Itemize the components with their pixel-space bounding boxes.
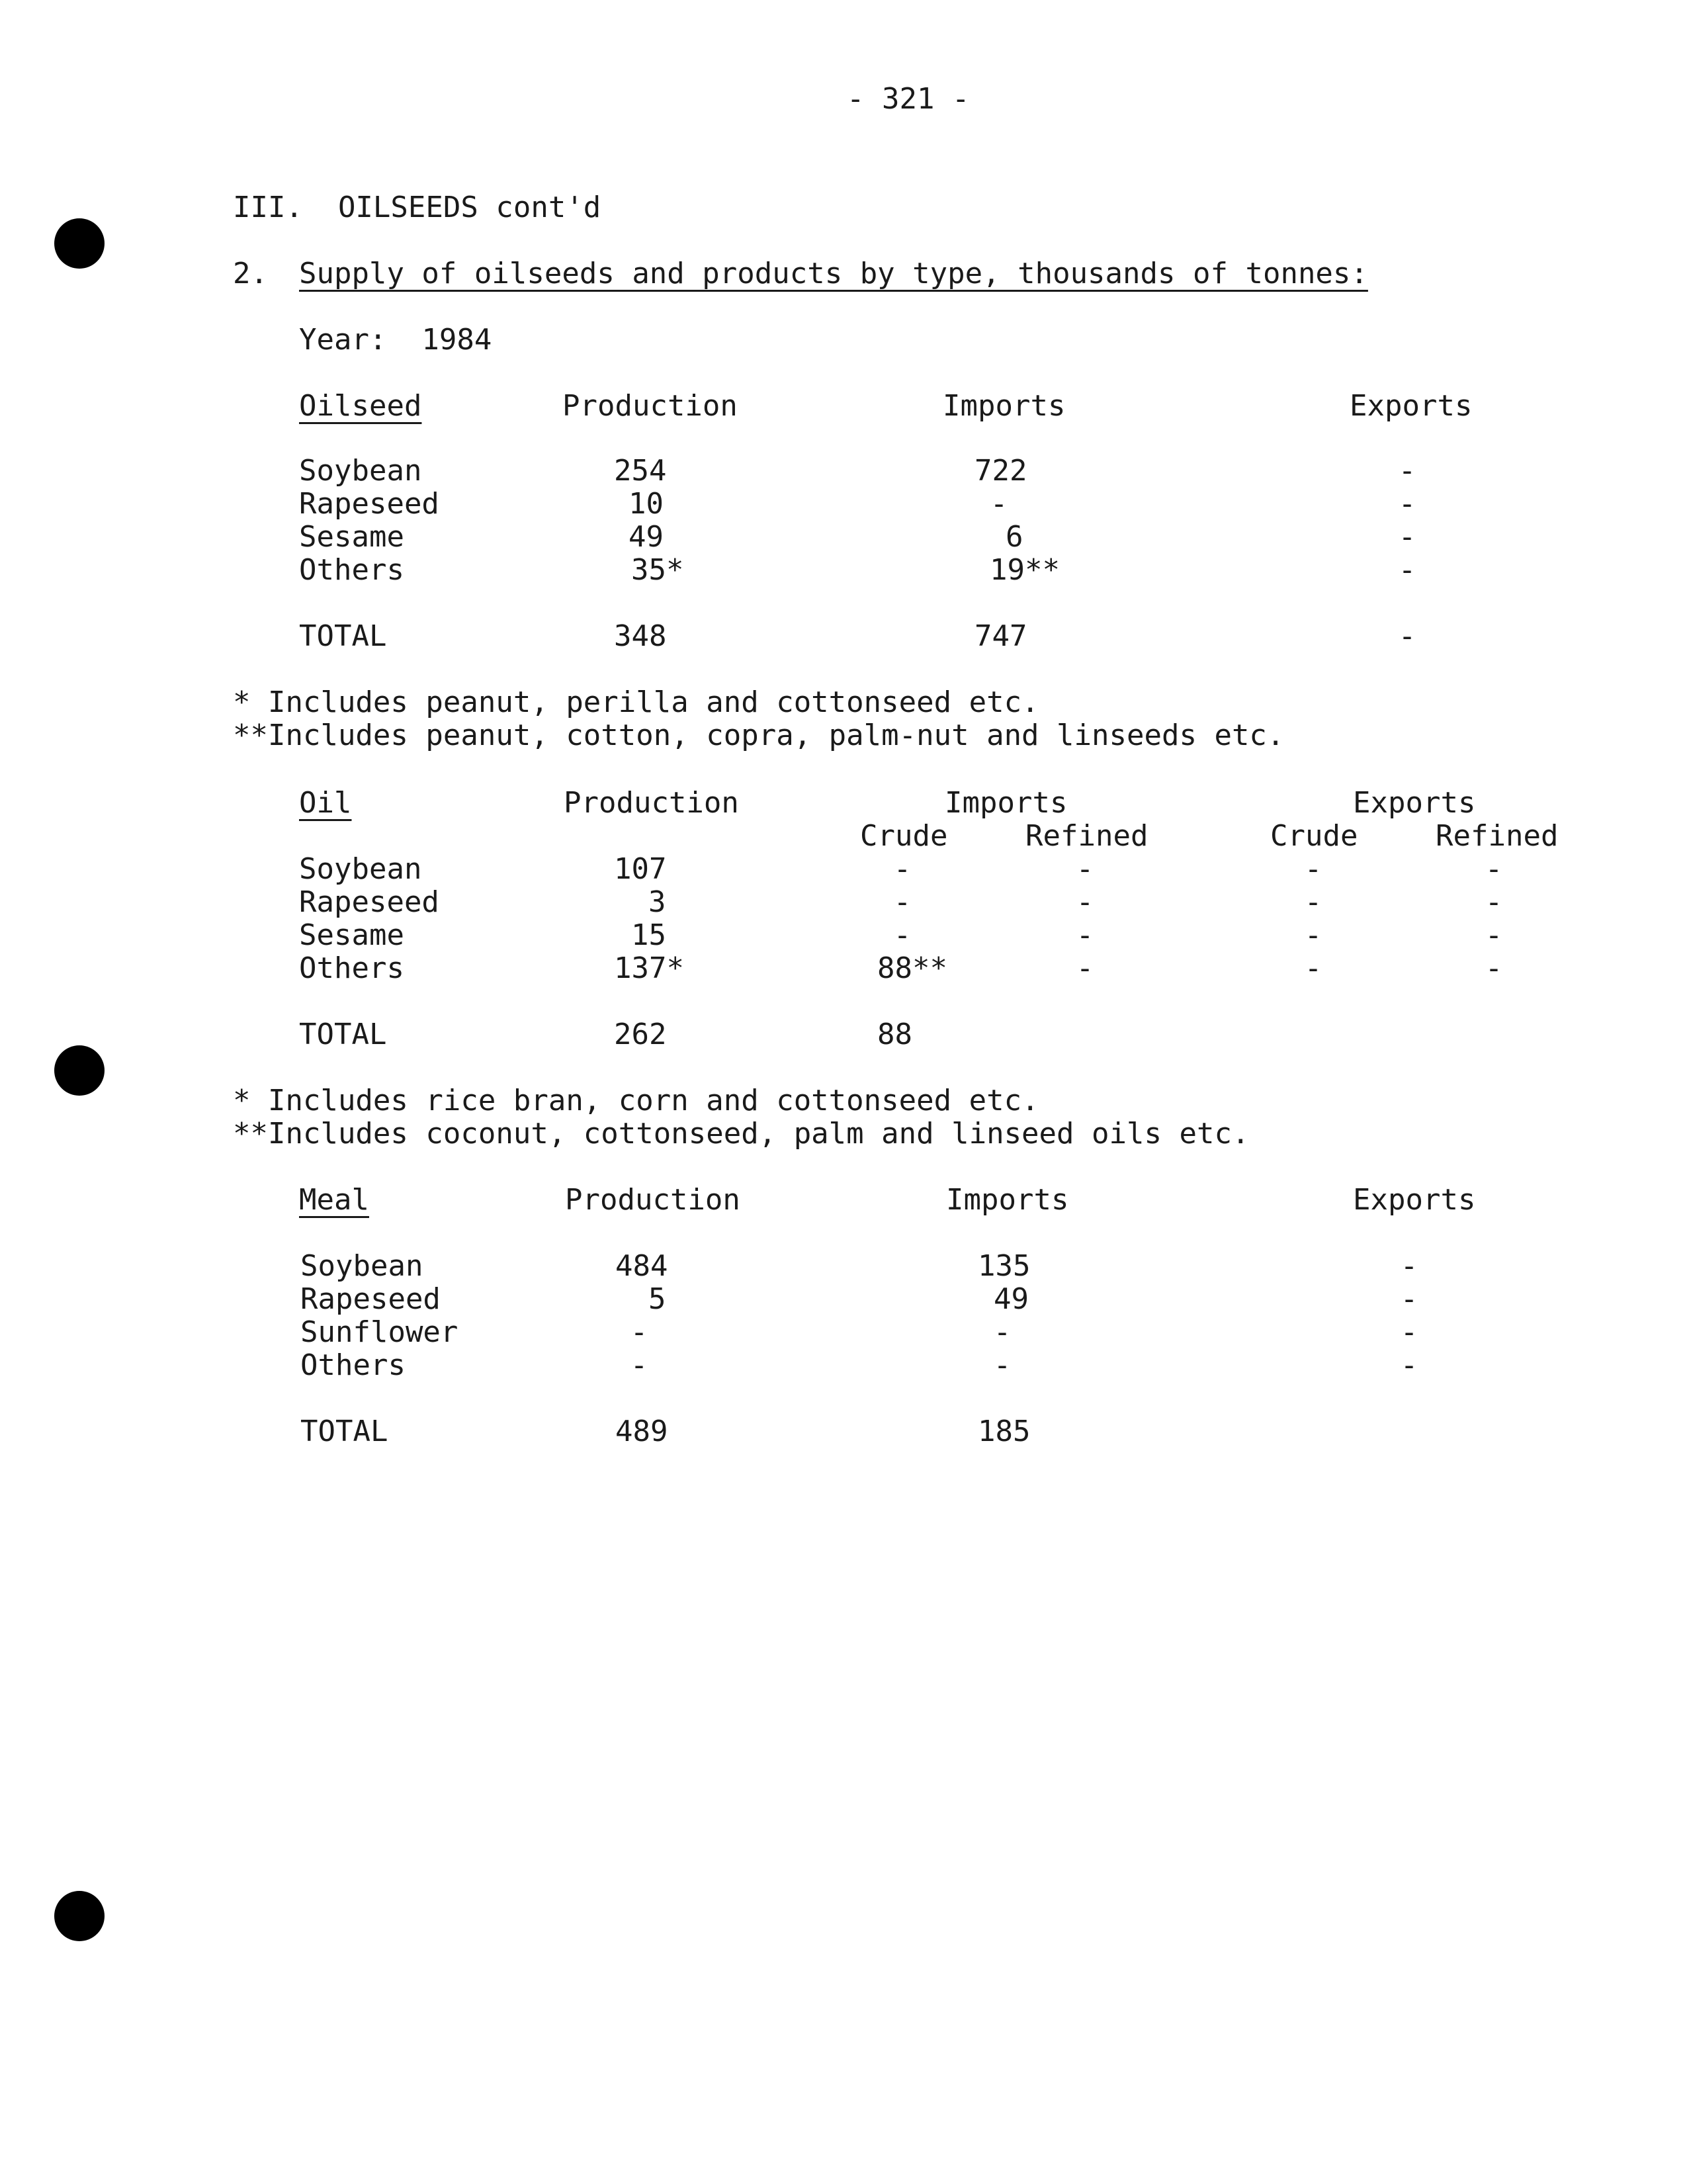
table-row-total xyxy=(0,1020,1689,1053)
production-value: 3 xyxy=(648,885,666,919)
oil-exports-header: Exports xyxy=(1353,786,1476,820)
exports-refined-subheader: Refined xyxy=(1436,819,1559,853)
imports-refined-value: - xyxy=(1076,852,1094,886)
table-row xyxy=(0,454,1689,490)
imports-crude-value: 88** xyxy=(877,951,947,985)
exports-refined-value: - xyxy=(1485,918,1503,952)
row-label: Others xyxy=(299,553,404,587)
table-row xyxy=(0,520,1689,556)
punch-hole-top xyxy=(54,218,105,269)
row-label: Soybean xyxy=(300,1249,423,1283)
imports-value: 19** xyxy=(990,553,1060,587)
table-row xyxy=(0,487,1689,523)
exports-value: - xyxy=(1398,454,1416,488)
page-number: - 321 - xyxy=(847,82,970,116)
table-row-total xyxy=(0,1417,1689,1450)
imports-value: 722 xyxy=(974,454,1027,488)
row-label: Sesame xyxy=(299,520,404,554)
exports-crude-value: - xyxy=(1304,885,1322,919)
row-label: Soybean xyxy=(299,454,422,488)
meal-production-header: Production xyxy=(565,1183,740,1217)
table-row xyxy=(0,918,1689,954)
production-value: 262 xyxy=(614,1018,667,1051)
exports-crude-value: - xyxy=(1304,852,1322,886)
item-title: Supply of oilseeds and products by type, thousands of tonnes: xyxy=(299,257,1368,290)
imports-refined-value: - xyxy=(1076,885,1094,919)
table-row xyxy=(0,1315,1689,1351)
row-label: TOTAL xyxy=(299,1018,387,1051)
footnote: **Includes coconut, cottonseed, palm and linseed oils etc. xyxy=(233,1117,1250,1151)
table-row xyxy=(0,553,1689,589)
year-line: Year: 1984 xyxy=(299,323,492,357)
production-value: - xyxy=(630,1348,648,1382)
oil-production-header: Production xyxy=(564,786,739,820)
row-label: TOTAL xyxy=(300,1415,388,1448)
table-row xyxy=(0,1249,1689,1285)
production-value: 489 xyxy=(615,1415,668,1448)
imports-crude-value: - xyxy=(893,852,912,886)
exports-value: - xyxy=(1398,619,1416,653)
imports-crude-value: 88 xyxy=(877,1018,912,1051)
imports-value: 6 xyxy=(1006,520,1023,554)
exports-value: - xyxy=(1400,1348,1418,1382)
footnote: * Includes rice bran, corn and cottonseed etc. xyxy=(233,1084,1039,1117)
exports-value: - xyxy=(1398,487,1416,521)
oil-imports-header: Imports xyxy=(945,786,1068,820)
table-row xyxy=(0,1282,1689,1318)
oil-header: Oil xyxy=(299,786,352,820)
production-value: 107 xyxy=(614,852,667,886)
exports-value: - xyxy=(1400,1249,1418,1283)
footnote: * Includes peanut, perilla and cottonseed etc. xyxy=(233,685,1039,719)
imports-crude-value: - xyxy=(893,885,912,919)
exports-crude-subheader: Crude xyxy=(1270,819,1358,853)
exports-refined-value: - xyxy=(1485,885,1503,919)
production-value: 35* xyxy=(631,553,684,587)
imports-value: - xyxy=(993,1315,1012,1349)
imports-value: 49 xyxy=(994,1282,1029,1316)
row-label: Soybean xyxy=(299,852,422,886)
exports-value: - xyxy=(1400,1282,1418,1316)
oilseed-header: Oilseed xyxy=(299,389,422,423)
imports-refined-value: - xyxy=(1076,918,1094,952)
footnote: **Includes peanut, cotton, copra, palm-nut and linseeds etc. xyxy=(233,719,1285,752)
row-label: Rapeseed xyxy=(299,885,439,919)
punch-hole-bottom xyxy=(54,1891,105,1941)
table-row xyxy=(0,951,1689,987)
production-value: 49 xyxy=(628,520,664,554)
meal-imports-header: Imports xyxy=(946,1183,1069,1217)
section-heading: III. OILSEEDS cont'd xyxy=(233,191,601,224)
imports-crude-subheader: Crude xyxy=(860,819,948,853)
meal-exports-header: Exports xyxy=(1353,1183,1476,1217)
production-value: 10 xyxy=(628,487,664,521)
imports-value: - xyxy=(990,487,1008,521)
oilseed-production-header: Production xyxy=(562,389,738,423)
exports-value: - xyxy=(1398,520,1416,554)
row-label: Sunflower xyxy=(300,1315,458,1349)
imports-refined-subheader: Refined xyxy=(1025,819,1148,853)
row-label: Rapeseed xyxy=(300,1282,441,1316)
exports-refined-value: - xyxy=(1485,852,1503,886)
production-value: 484 xyxy=(615,1249,668,1283)
table-row-total xyxy=(0,619,1689,655)
imports-value: 185 xyxy=(978,1415,1031,1448)
row-label: Rapeseed xyxy=(299,487,439,521)
production-value: 348 xyxy=(614,619,667,653)
row-label: Others xyxy=(300,1348,406,1382)
meal-header: Meal xyxy=(299,1183,369,1217)
imports-value: 135 xyxy=(978,1249,1031,1283)
item-number: 2. xyxy=(233,257,268,290)
imports-value: 747 xyxy=(974,619,1027,653)
exports-value: - xyxy=(1400,1315,1418,1349)
oilseed-imports-header: Imports xyxy=(943,389,1066,423)
table-row xyxy=(0,1348,1689,1384)
oilseed-exports-header: Exports xyxy=(1350,389,1473,423)
exports-refined-value: - xyxy=(1485,951,1503,985)
imports-crude-value: - xyxy=(893,918,912,952)
row-label: Others xyxy=(299,951,404,985)
exports-crude-value: - xyxy=(1304,951,1322,985)
row-label: TOTAL xyxy=(299,619,387,653)
table-row xyxy=(0,852,1689,888)
imports-value: - xyxy=(993,1348,1012,1382)
table-row xyxy=(0,885,1689,921)
production-value: 254 xyxy=(614,454,667,488)
production-value: 137* xyxy=(614,951,684,985)
exports-crude-value: - xyxy=(1304,918,1322,952)
imports-refined-value: - xyxy=(1076,951,1094,985)
production-value: - xyxy=(630,1315,648,1349)
exports-value: - xyxy=(1398,553,1416,587)
production-value: 5 xyxy=(648,1282,666,1316)
production-value: 15 xyxy=(631,918,666,952)
row-label: Sesame xyxy=(299,918,404,952)
